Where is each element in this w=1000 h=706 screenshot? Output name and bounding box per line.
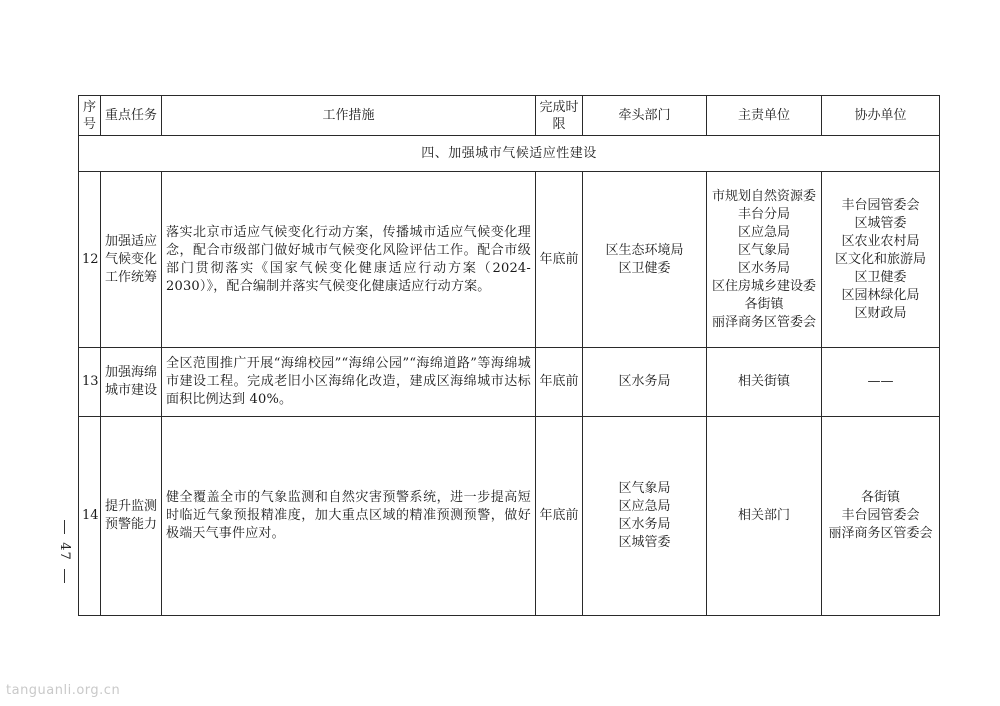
row-seq: 14 — [79, 417, 101, 616]
row-seq: 13 — [79, 348, 101, 417]
header-task: 重点任务 — [101, 96, 162, 136]
row-task: 加强适应气候变化工作统筹 — [101, 172, 162, 348]
row-assist: 丰台园管委会 区城管委 区农业农村局 区文化和旅游局 区卫健委 区园林绿化局 区财政局 — [822, 172, 940, 348]
section-row — [79, 136, 940, 172]
row-responsible: 相关街镇 — [707, 348, 822, 417]
row-task: 加强海绵城市建设 — [101, 348, 162, 417]
row-assist: 各街镇 丰台园管委会 丽泽商务区管委会 — [822, 417, 940, 616]
row-deadline: 年底前 — [536, 417, 583, 616]
row-responsible: 市规划自然资源委丰台分局 区应急局 区气象局 区水务局 区住房城乡建设委 各街镇 丽泽商务区管委会 — [707, 172, 822, 348]
row-measures: 全区范围推广开展“海绵校园”“海绵公园”“海绵道路”等海绵城市建设工程。完成老旧小区海绵化改造，建成区海绵城市达标面积比例达到 40%。 — [162, 348, 536, 417]
table-row — [79, 348, 940, 417]
header-assist: 协办单位 — [822, 96, 940, 136]
header-row — [79, 96, 940, 136]
row-lead: 区生态环境局 区卫健委 — [583, 172, 707, 348]
measures-table — [78, 95, 940, 616]
table-row — [79, 172, 940, 348]
table-row — [79, 417, 940, 616]
row-assist: —— — [822, 348, 940, 417]
row-seq: 12 — [79, 172, 101, 348]
row-deadline: 年底前 — [536, 348, 583, 417]
row-measures: 落实北京市适应气候变化行动方案，传播城市适应气候变化理念，配合市级部门做好城市气候变化风险评估工作。配合市级部门贯彻落实《国家气候变化健康适应行动方案（2024-2030）》，配合编制并落实气候变化健康适应行动方案。 — [162, 172, 536, 348]
row-responsible: 相关部门 — [707, 417, 822, 616]
row-task: 提升监测预警能力 — [101, 417, 162, 616]
header-deadline: 完成时限 — [536, 96, 583, 136]
header-responsible: 主责单位 — [707, 96, 822, 136]
header-seq: 序号 — [79, 96, 101, 136]
row-lead: 区水务局 — [583, 348, 707, 417]
page-number-dash-bottom — [64, 569, 65, 583]
page-number-text: 47 — [56, 542, 72, 561]
section-title: 四、加强城市气候适应性建设 — [79, 136, 940, 172]
watermark-text: tanguanli.org.cn — [6, 683, 121, 698]
page-number-dash-top — [64, 520, 65, 534]
row-lead: 区气象局 区应急局 区水务局 区城管委 — [583, 417, 707, 616]
row-measures: 健全覆盖全市的气象监测和自然灾害预警系统，进一步提高短时临近气象预报精准度，加大重点区域的精准预测预警，做好极端天气事件应对。 — [162, 417, 536, 616]
page-number — [56, 520, 72, 600]
row-deadline: 年底前 — [536, 172, 583, 348]
header-lead: 牵头部门 — [583, 96, 707, 136]
header-measures: 工作措施 — [162, 96, 536, 136]
